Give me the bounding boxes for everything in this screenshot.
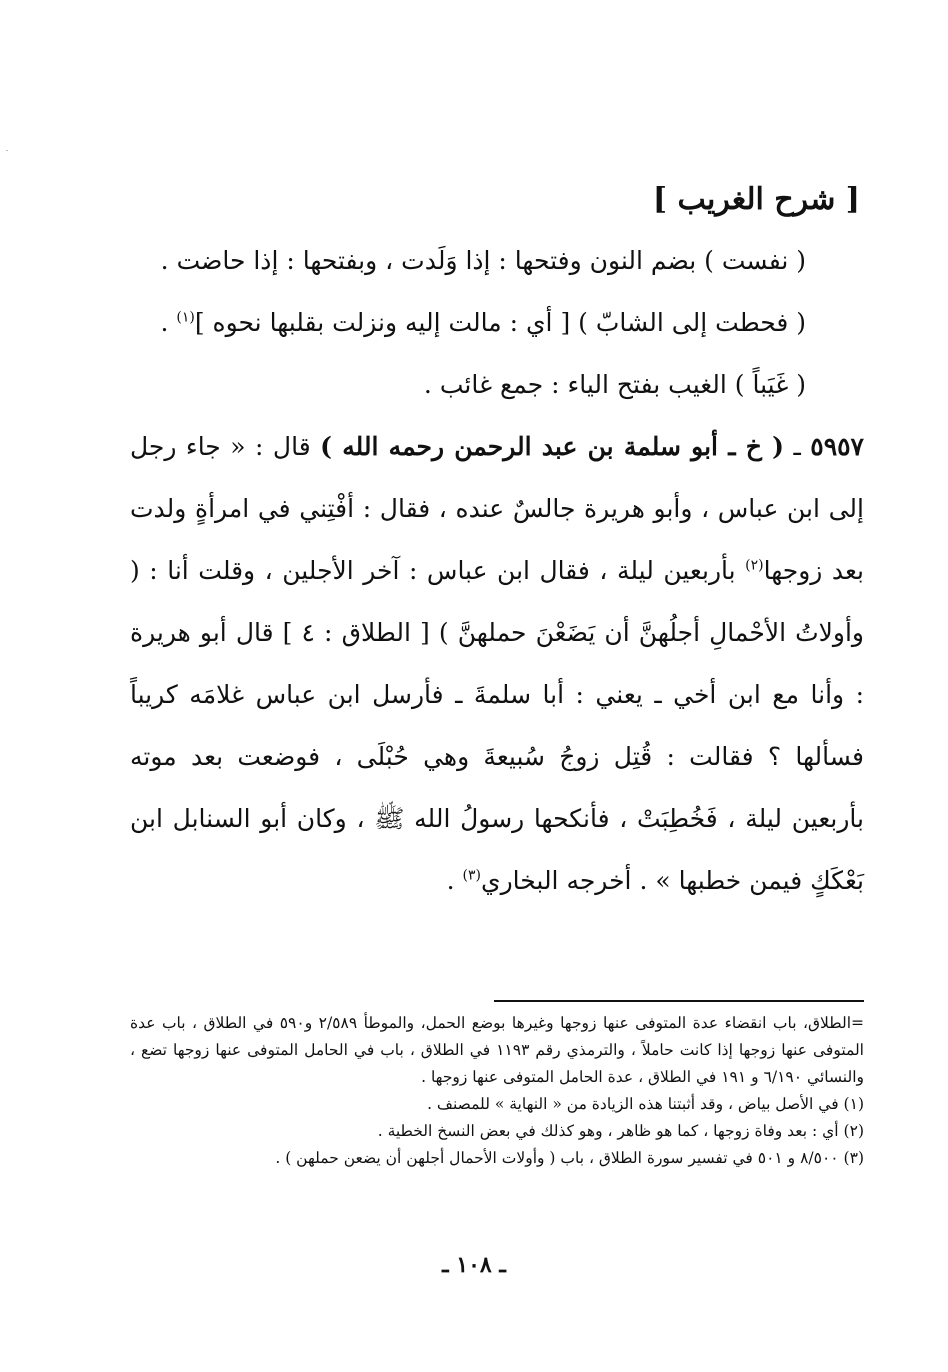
gloss-fahatat-text: ( فحطت إلى الشابّ ) [ أي : مالت إليه ونزلت بقلبها نحوه ] [194, 308, 806, 337]
scan-mark [6, 150, 8, 151]
main-text [130, 170, 864, 912]
footnote-3 [130, 1145, 864, 1172]
gloss-ghayaban-text: ( غَيَباً ) الغيب بفتح الياء : جمع غائب . [423, 370, 806, 399]
footnote-1-number: (١) [843, 1095, 864, 1113]
footnote-ref-3: (٣) [462, 867, 481, 884]
footnote-2-number: (٢) [843, 1122, 864, 1140]
footnote-ref-2: (٢) [745, 557, 764, 574]
page-number: ـ ١٠٨ ـ [442, 1252, 506, 1278]
footnote-separator-line [494, 1000, 864, 1002]
footnote-1 [130, 1091, 864, 1118]
gloss-fahatat-end: . [160, 308, 169, 337]
footnote-ref-1: (١) [176, 309, 195, 326]
footnote-2 [130, 1118, 864, 1145]
section-heading: [ شرح الغريب ] [652, 182, 860, 217]
gloss-fahatat [130, 292, 864, 354]
hadith-dash: ـ [783, 432, 811, 461]
hadith-source: ( خ ـ أبو سلمة بن عبد الرحمن رحمه الله ) [320, 432, 784, 461]
footnotes [130, 1010, 864, 1172]
footnote-continuation: =الطلاق، باب انقضاء عدة المتوفى عنها زوجها وغيرها بوضع الحمل، والموطأ ٢/٥٨٩ و٥٩٠ في الطلاق ، باب عدة المتوفى عنها زوجها إذا كانت حاملاً ، والترمذي رقم ١١٩٣ في الطلاق ، باب في الحامل المتوفى عنها زوجها تضع ، والنسائي ٦/١٩٠ و ١٩١ في الطلاق ، عدة الحامل المتوفى عنها زوجها . [130, 1014, 865, 1086]
footnote-1-text: في الأصل بياض ، وقد أثبتنا هذه الزيادة من « النهاية » للمصنف . [427, 1095, 839, 1113]
hadith-5957 [130, 416, 864, 912]
gloss-nufisat-text: ( نفست ) بضم النون وفتحها : إذا وَلَدت ، وبفتحها : إذا حاضت . [160, 246, 806, 275]
footnote-3-text: ٨/٥٠٠ و ٥٠١ في تفسير سورة الطلاق ، باب ( وأولات الأحمال أجلهن أن يضعن حملهن ) . [275, 1149, 839, 1167]
footnote-3-number: (٣) [843, 1149, 864, 1167]
gloss-ghayaban [130, 354, 864, 416]
hadith-number: ٥٩٥٧ [810, 432, 864, 461]
hadith-text-c: . [446, 866, 463, 895]
gloss-nufisat [130, 230, 864, 292]
footnote-2-text: أي : بعد وفاة زوجها ، كما هو ظاهر ، وهو كذلك في بعض النسخ الخطية . [377, 1122, 839, 1140]
hadith-text-a: قال : « جاء رجل إلى ابن عباس ، وأبو هريرة جالسٌ عنده ، فقال : أفْتِني في امرأةٍ ولدت بعد زوجها [130, 432, 865, 585]
hadith-text-b: بأربعين ليلة ، فقال ابن عباس : آخر الأجلين ، وقلت أنا : ( وأولاتُ الأحْمالِ أجلُهنَّ أن يَضَعْنَ حملهنَّ ) [ الطلاق : ٤ ] قال أبو هريرة : وأنا مع ابن أخي ـ يعني : أبا سلمةَ ـ فأرسل ابن عباس غلامَه كريباً فسألها ؟ فقالت : قُتِل زوجُ سُبيعةَ وهي حُبْلَى ، فوضعت بعد موته بأربعين ليلة ، فَخُطِبَتْ ، فأنكحها رسولُ الله ﷺ ، وكان أبو السنابل ابن بَعْكَكٍ فيمن خطبها » . أخرجه البخاري [130, 556, 864, 895]
